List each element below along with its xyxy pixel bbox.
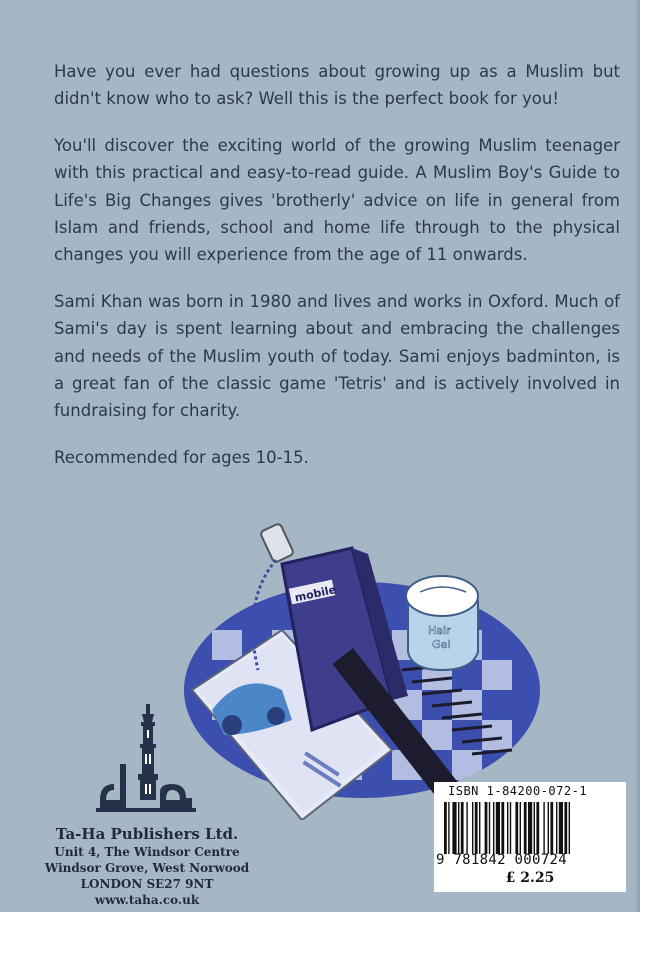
blurb-paragraph-author-bio: Sami Khan was born in 1980 and lives and works in Oxford. Much of Sami's day is spent learning about and embracing the challenges and needs of the Muslim youth of today. Sami enjoys badminton, is a great fan of the classic game 'Tetris' and is actively involved in fundraising for charity. (54, 291, 620, 421)
publisher-name: Ta-Ha Publishers Ltd. (55, 825, 239, 843)
publisher-address-line: Windsor Grove, West Norwood (44, 861, 250, 875)
publisher-block (14, 700, 314, 907)
publisher-logo-icon (94, 700, 204, 820)
publisher-website: www.taha.co.uk (94, 893, 200, 907)
hair-gel-label-line1: Hair (428, 624, 451, 637)
barcode-bars (442, 802, 620, 854)
publisher-address-line: LONDON SE27 9NT (80, 877, 214, 891)
barcode-digits: 9 781842 000724 (436, 852, 567, 868)
blurb-text (54, 58, 620, 490)
publisher-info (14, 824, 280, 908)
barcode-panel (434, 782, 626, 892)
blurb-paragraph-intro: Have you ever had questions about growing up as a Muslim but didn't know who to ask? Well this is the perfect book for you! (54, 62, 620, 109)
isbn-number: ISBN 1-84200-072-1 (448, 784, 588, 798)
hair-gel-label-line2: Gel (432, 638, 451, 651)
blurb-paragraph-age-recommendation: Recommended for ages 10-15. (54, 447, 309, 467)
blurb-paragraph-description: You'll discover the exciting world of the growing Muslim teenager with this practical and easy-to-read guide. A Muslim Boy's Guide to Life's Big Changes gives 'brotherly' advice on life in general from Islam and friends, school and home life through to the physical changes you will experience from the age of 11 onwards. (54, 135, 620, 265)
price-label: £ 2.25 (505, 870, 555, 886)
hair-gel-jar (406, 576, 478, 670)
cover-edge-shadow (634, 0, 640, 912)
publisher-address-line: Unit 4, The Windsor Centre (54, 845, 240, 859)
phone-label: mobile (293, 583, 338, 605)
